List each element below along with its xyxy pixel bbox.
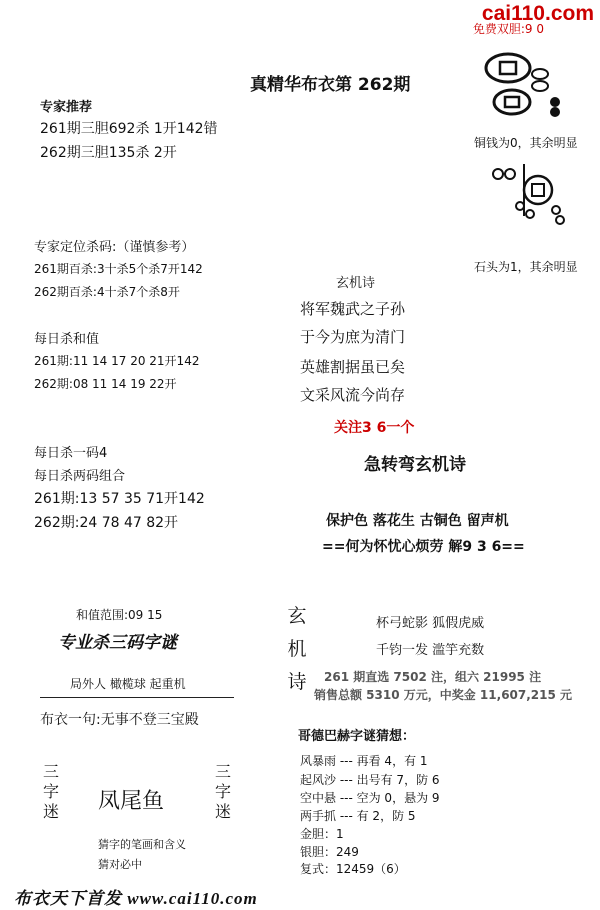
- divider: [40, 697, 234, 698]
- goldbach-row: 空中悬 --- 空为 0，悬为 9: [300, 791, 440, 805]
- position-kill-line-1: 261期百杀:3十杀5个杀7开142: [34, 262, 203, 276]
- side-label-right: 三 字 迷: [214, 762, 231, 821]
- one-line-hint: 布衣一句:无事不登三宝殿: [40, 712, 199, 728]
- goldbach-row: 风暴雨 --- 再看 4，有 1: [300, 754, 428, 768]
- footer-link[interactable]: 布衣天下首发 www.cai110.com: [14, 889, 258, 908]
- sum-kill-line-2: 262期:08 11 14 19 22开: [34, 377, 177, 391]
- idiom-line-2: 千钧一发 滥竽充数: [376, 643, 485, 658]
- stats-line-2: 销售总额 5310 万元，中奖金 11,607,215 元: [314, 688, 573, 702]
- idiom-line-1: 杯弓蛇影 狐假虎威: [376, 616, 485, 631]
- daily-line-1: 261期:13 57 35 71开142: [34, 491, 205, 507]
- sum-range: 和值范围:09 15: [76, 608, 163, 622]
- stone-pictogram: [490, 160, 570, 240]
- riddle-note-1: 猜字的笔画和含义: [98, 838, 186, 851]
- pictogram-caption-1: 铜钱为0，其余明显: [474, 136, 578, 150]
- goldbach-row: 两手抓 --- 有 2，防 5: [300, 809, 416, 823]
- poem-line-3: 英雄割据虽已矣: [300, 358, 406, 376]
- sum-kill-line-1: 261期:11 14 17 20 21开142: [34, 354, 200, 368]
- riddle-answer: 凤尾鱼: [98, 789, 165, 814]
- goldbach-row: 起风沙 --- 出号有 7，防 6: [300, 773, 440, 787]
- free-tag: 免费双胆:9 0: [472, 22, 544, 36]
- goldbach-row: 银胆：249: [300, 845, 359, 859]
- position-kill-heading: 专家定位杀码:（谨慎参考）: [34, 240, 195, 255]
- side-label-left: 三 字 迷: [42, 762, 59, 821]
- coin-pictogram: [482, 50, 572, 130]
- expert-line-1: 261期三胆692杀 1开142错: [40, 121, 218, 137]
- one-code-kill: 每日杀一码4: [34, 446, 108, 461]
- sharp-turn-title: 急转弯玄机诗: [364, 455, 466, 475]
- poem-title: 玄机诗: [336, 276, 376, 291]
- page-title: 真精华布衣第 262期: [250, 75, 411, 95]
- expert-line-2: 262期三胆135杀 2开: [40, 145, 177, 161]
- sharp-turn-solution: ==何为怀忧心烦劳 解9 3 6==: [322, 539, 525, 555]
- sharp-turn-words: 保护色 落花生 古铜色 留声机: [326, 513, 509, 529]
- focus-note: 关注3 6一个: [334, 420, 415, 436]
- position-kill-line-2: 262期百杀:4十杀7个杀8开: [34, 285, 180, 299]
- goldbach-row: 金胆：1: [300, 827, 344, 841]
- riddle-words: 局外人 橄榄球 起重机: [70, 677, 186, 691]
- expert-heading: 专家推荐: [40, 100, 93, 115]
- poem-line-4: 文采风流今尚存: [300, 386, 406, 404]
- stats-line-1: 261 期直选 7502 注，组六 21995 注: [324, 670, 542, 684]
- goldbach-row: 复式：12459（6）: [300, 862, 406, 876]
- riddle-note-2: 猜对必中: [98, 858, 142, 871]
- riddle-title: 专业杀三码字谜: [58, 633, 177, 653]
- two-code-heading: 每日杀两码组合: [34, 469, 126, 484]
- site-watermark: cai110.com: [481, 2, 594, 25]
- poem-line-1: 将军魏武之子孙: [300, 300, 406, 318]
- poem-line-2: 于今为庶为清门: [300, 328, 406, 346]
- goldbach-heading: 哥德巴赫字谜猜想：: [298, 729, 416, 744]
- pictogram-caption-2: 石头为1，其余明显: [474, 260, 578, 274]
- xuanji-vertical-label: 玄 机 诗: [287, 605, 307, 693]
- sum-kill-heading: 每日杀和值: [34, 332, 100, 347]
- daily-line-2: 262期:24 78 47 82开: [34, 515, 179, 531]
